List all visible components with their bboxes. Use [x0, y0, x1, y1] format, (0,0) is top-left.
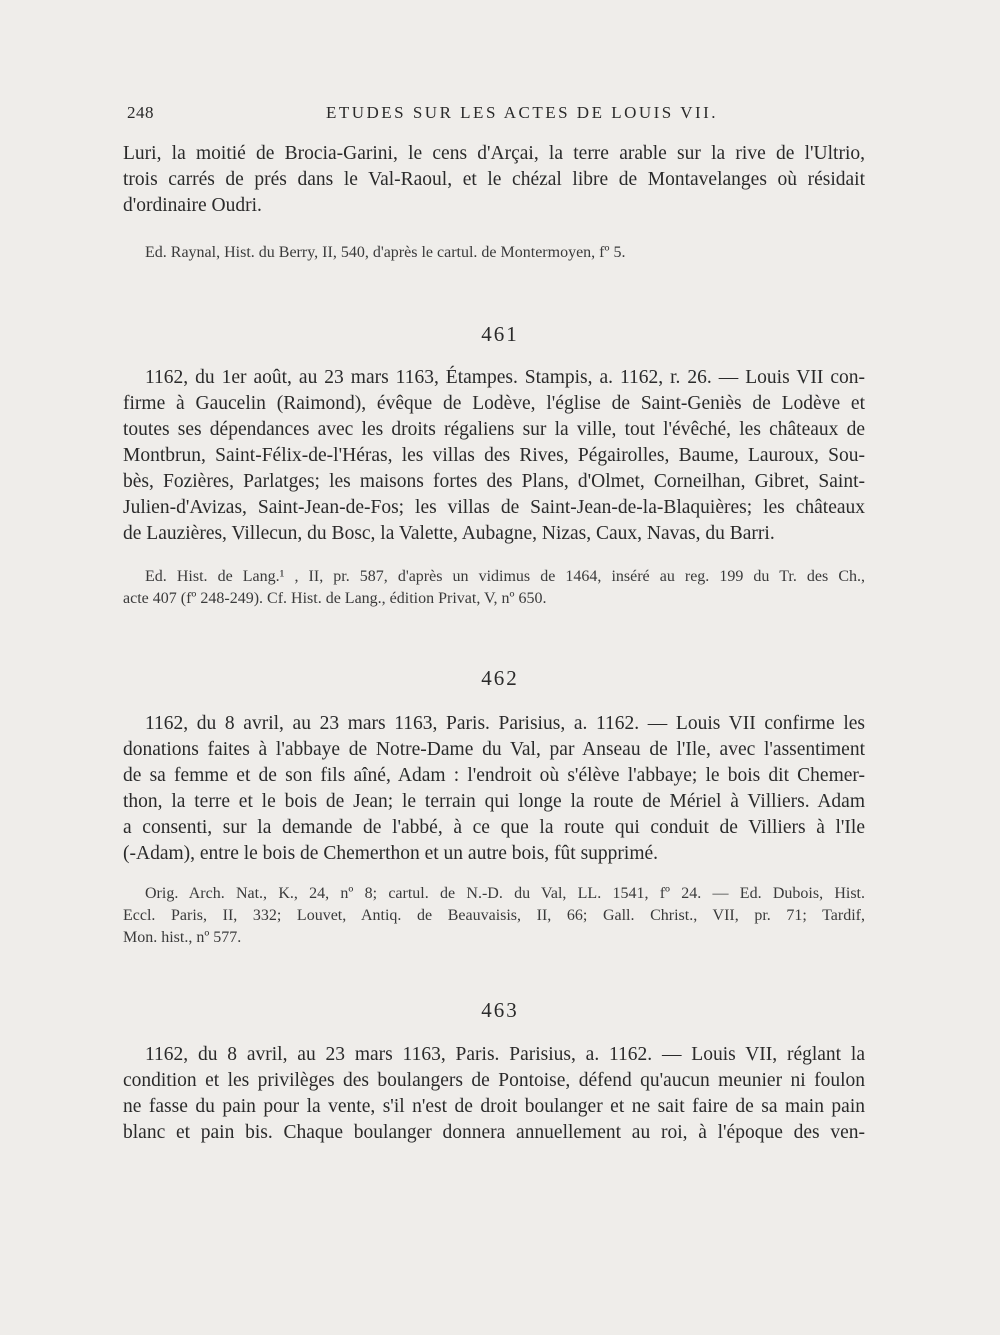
act-number: 461	[481, 322, 519, 346]
text-line: condition et les privilèges des boulangers de Pontoise, défend qu'aucun meunier ni foulon	[123, 1070, 865, 1091]
reference-line: Orig. Arch. Nat., K., 24, nº 8; cartul. de N.-D. du Val, LL. 1541, fº 24. — Ed. Dubois, Hist.	[145, 885, 865, 902]
text-line: ne fasse du pain pour la vente, s'il n'est de droit boulanger et ne sait faire de sa main pain	[123, 1096, 865, 1117]
text-line: trois carrés de prés dans le Val-Raoul, et le chézal libre de Montavelanges où résidait	[123, 169, 865, 190]
running-title: ETUDES SUR LES ACTES DE LOUIS VII.	[325, 103, 719, 122]
text-line: toutes ses dépendances avec les droits régaliens sur la ville, tout l'évêché, les châteaux de	[123, 419, 865, 440]
text-line: (-Adam), entre le bois de Chemerthon et un autre bois, fût supprimé.	[123, 843, 659, 864]
text-line: firme à Gaucelin (Raimond), évêque de Lodève, l'église de Saint-Geniès de Lodève et	[123, 393, 865, 414]
reference-line: acte 407 (fº 248-249). Cf. Hist. de Lang., édition Privat, V, nº 650.	[123, 590, 547, 607]
reference-line: Ed. Hist. de Lang.¹ , II, pr. 587, d'après un vidimus de 1464, inséré au reg. 199 du Tr. des Ch.,	[145, 568, 865, 585]
act-number: 462	[481, 666, 519, 690]
page-header	[127, 103, 867, 129]
act-text	[123, 365, 865, 547]
reference-line: Eccl. Paris, II, 332; Louvet, Antiq. de Beauvaisis, II, 66; Gall. Christ., VII, pr. 71; Tardif,	[123, 907, 865, 924]
act-reference	[123, 883, 865, 949]
text-line: 1162, du 8 avril, au 23 mars 1163, Paris. Parisius, a. 1162. — Louis VII confirme les	[145, 713, 865, 734]
text-line: 1162, du 8 avril, au 23 mars 1163, Paris. Parisius, a. 1162. — Louis VII, réglant la	[145, 1044, 865, 1065]
text-line: d'ordinaire Oudri.	[123, 195, 262, 216]
act-reference	[123, 566, 865, 610]
text-line: 1162, du 1er août, au 23 mars 1163, Étampes. Stampis, a. 1162, r. 26. — Louis VII con-	[145, 367, 865, 388]
text-line: thon, la terre et le bois de Jean; le terrain qui longe la route de Mériel à Villiers. Adam	[123, 791, 865, 812]
text-line: bès, Fozières, Parlatges; les maisons fortes des Plans, d'Olmet, Corneilhan, Gibret, Saint-	[123, 471, 865, 492]
text-line: donations faites à l'abbaye de Notre-Dame du Val, par Anseau de l'Ile, avec l'assentiment	[123, 739, 865, 760]
continuation-paragraph	[123, 141, 865, 219]
act-number: 463	[481, 998, 519, 1022]
text-line: de Lauzières, Villecun, du Bosc, la Valette, Aubagne, Nizas, Caux, Navas, du Barri.	[123, 523, 775, 544]
text-line: a consenti, sur la demande de l'abbé, à ce que la route qui conduit de Villiers à l'Ile	[123, 817, 865, 838]
text-line: Julien-d'Avizas, Saint-Jean-de-Fos; les villas de Saint-Jean-de-la-Blaquières; les châteaux	[123, 497, 865, 518]
text-line: blanc et pain bis. Chaque boulanger donnera annuellement au roi, à l'époque des ven-	[123, 1122, 865, 1143]
text-line: de sa femme et de son fils aîné, Adam : l'endroit où s'élève l'abbaye; le bois dit Chemer-	[123, 765, 865, 786]
act-text	[123, 1042, 865, 1146]
text-line: Luri, la moitié de Brocia-Garini, le cens d'Arçai, la terre arable sur la rive de l'Ultrio,	[123, 143, 865, 164]
continuation-reference	[123, 242, 865, 264]
reference-line: Mon. hist., nº 577.	[123, 929, 242, 946]
page-number: 248	[127, 103, 154, 122]
text-line: Montbrun, Saint-Félix-de-l'Héras, les villas des Rives, Pégairolles, Baume, Lauroux, Sou-	[123, 445, 865, 466]
act-text	[123, 711, 865, 867]
reference-line: Ed. Raynal, Hist. du Berry, II, 540, d'après le cartul. de Montermoyen, fº 5.	[145, 244, 626, 261]
